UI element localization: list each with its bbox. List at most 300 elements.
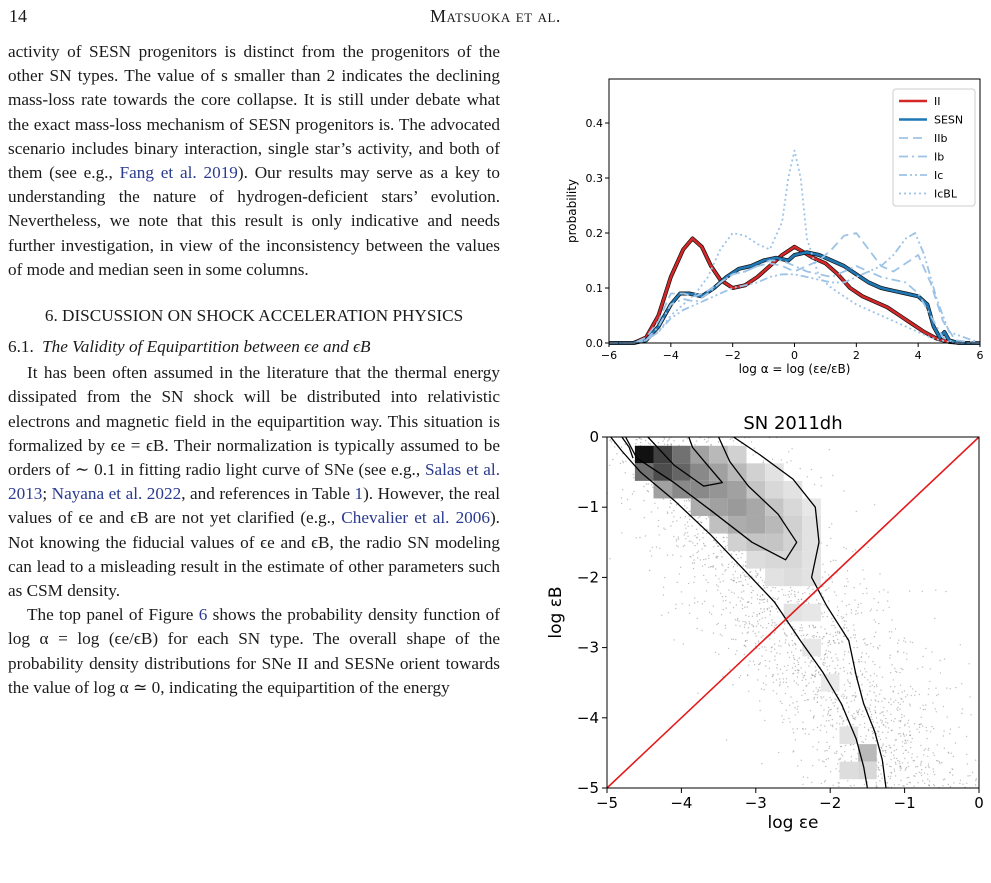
- scatter-point: [870, 711, 871, 712]
- scatter-point: [904, 715, 905, 716]
- scatter-point: [825, 650, 826, 651]
- scatter-point: [755, 570, 756, 571]
- scatter-point: [893, 745, 894, 746]
- scatter-point: [837, 660, 838, 661]
- scatter-point: [897, 651, 898, 652]
- scatter-point: [777, 611, 778, 612]
- scatter-point: [758, 582, 759, 583]
- scatter-point: [873, 646, 874, 647]
- scatter-point: [757, 598, 758, 599]
- scatter-point: [923, 709, 924, 710]
- x-tick-label: 2: [852, 349, 860, 362]
- scatter-point: [877, 647, 878, 648]
- scatter-point: [774, 659, 775, 660]
- scatter-point: [760, 596, 761, 597]
- scatter-point: [878, 775, 879, 776]
- scatter-point: [890, 637, 891, 638]
- scatter-point: [699, 539, 700, 540]
- scatter-point: [865, 644, 866, 645]
- scatter-point: [689, 613, 690, 614]
- scatter-point: [835, 560, 836, 561]
- scatter-point: [723, 600, 724, 601]
- scatter-point: [840, 746, 841, 747]
- scatter-point: [912, 738, 913, 739]
- scatter-point: [886, 737, 887, 738]
- scatter-point: [904, 758, 905, 759]
- scatter-point: [625, 472, 626, 473]
- scatter-point: [729, 602, 730, 603]
- scatter-point: [881, 765, 882, 766]
- scatter-point: [664, 577, 665, 578]
- scatter-point: [633, 474, 634, 475]
- scatter-point: [801, 630, 802, 631]
- scatter-point: [851, 674, 852, 675]
- scatter-point: [940, 672, 941, 673]
- scatter-point: [829, 748, 830, 749]
- scatter-point: [853, 634, 854, 635]
- scatter-point: [781, 715, 782, 716]
- scatter-point: [905, 642, 906, 643]
- scatter-point: [876, 686, 877, 687]
- scatter-point: [774, 627, 775, 628]
- scatter-point: [842, 721, 843, 722]
- scatter-point: [831, 523, 832, 524]
- scatter-point: [740, 575, 741, 576]
- scatter-point: [710, 445, 711, 446]
- scatter-point: [614, 446, 615, 447]
- scatter-point: [888, 776, 889, 777]
- scatter-point: [742, 604, 743, 605]
- scatter-point: [676, 539, 677, 540]
- scatter-point: [921, 761, 922, 762]
- scatter-point: [830, 538, 831, 539]
- scatter-point: [680, 556, 681, 557]
- scatter-point: [721, 556, 722, 557]
- scatter-point: [844, 627, 845, 628]
- scatter-point: [746, 640, 747, 641]
- scatter-point: [829, 697, 830, 698]
- scatter-point: [731, 592, 732, 593]
- scatter-point: [819, 636, 820, 637]
- scatter-point: [824, 612, 825, 613]
- scatter-point: [822, 715, 823, 716]
- scatter-point: [947, 716, 948, 717]
- scatter-point: [731, 553, 732, 554]
- scatter-point: [875, 632, 876, 633]
- scatter-point: [790, 600, 791, 601]
- heatmap-bin: [784, 498, 803, 516]
- scatter-point: [793, 657, 794, 658]
- scatter-point: [779, 681, 780, 682]
- scatter-point: [955, 687, 956, 688]
- scatter-point: [778, 645, 779, 646]
- scatter-point: [697, 601, 698, 602]
- scatter-point: [814, 697, 815, 698]
- scatter-point: [745, 579, 746, 580]
- scatter-point: [751, 624, 752, 625]
- scatter-point: [643, 500, 644, 501]
- scatter-point: [672, 521, 673, 522]
- scatter-point: [728, 589, 729, 590]
- scatter-point: [708, 516, 709, 517]
- scatter-point: [823, 761, 824, 762]
- scatter-point: [821, 783, 822, 784]
- scatter-point: [636, 537, 637, 538]
- scatter-point: [742, 633, 743, 634]
- scatter-point: [959, 783, 960, 784]
- scatter-point: [781, 703, 782, 704]
- scatter-point: [936, 760, 937, 761]
- scatter-point: [757, 575, 758, 576]
- scatter-point: [797, 765, 798, 766]
- scatter-point: [720, 550, 721, 551]
- scatter-point: [835, 654, 836, 655]
- scatter-point: [697, 628, 698, 629]
- scatter-point: [933, 771, 934, 772]
- scatter-point: [776, 667, 777, 668]
- scatter-point: [904, 725, 905, 726]
- scatter-point: [780, 646, 781, 647]
- scatter-point: [820, 626, 821, 627]
- scatter-point: [791, 590, 792, 591]
- x-tick-label: −2: [819, 794, 842, 812]
- scatter-point: [832, 785, 833, 786]
- figure-6-link[interactable]: 6: [198, 605, 208, 625]
- scatter-point: [794, 594, 795, 595]
- scatter-point: [749, 621, 750, 622]
- scatter-point: [881, 748, 882, 749]
- scatter-point: [890, 698, 891, 699]
- scatter-point: [843, 667, 844, 668]
- scatter-point: [623, 462, 624, 463]
- scatter-point: [928, 763, 929, 764]
- scatter-point: [692, 555, 693, 556]
- scatter-point: [878, 623, 879, 624]
- scatter-point: [899, 708, 900, 709]
- scatter-point: [654, 503, 655, 504]
- scatter-point: [920, 745, 921, 746]
- scatter-point: [909, 782, 910, 783]
- citation-fang-2019[interactable]: Fang et al. 2019: [119, 163, 238, 183]
- scatter-point: [866, 653, 867, 654]
- scatter-point: [883, 724, 884, 725]
- scatter-point: [830, 652, 831, 653]
- scatter-point: [760, 570, 761, 571]
- scatter-point: [901, 768, 902, 769]
- scatter-point: [764, 720, 765, 721]
- heatmap-bin: [802, 604, 821, 622]
- sn2011dh-heatmap-chart: [545, 405, 990, 833]
- scatter-point: [826, 666, 827, 667]
- scatter-point: [800, 627, 801, 628]
- scatter-point: [897, 760, 898, 761]
- scatter-point: [870, 675, 871, 676]
- scatter-point: [943, 779, 944, 780]
- scatter-point: [751, 603, 752, 604]
- scatter-point: [761, 688, 762, 689]
- scatter-point: [759, 619, 760, 620]
- scatter-point: [826, 545, 827, 546]
- scatter-point: [729, 669, 730, 670]
- x-tick-label: −3: [744, 794, 767, 812]
- scatter-point: [876, 786, 877, 787]
- series-line-iib: [609, 233, 980, 343]
- scatter-point: [830, 561, 831, 562]
- scatter-point: [763, 682, 764, 683]
- scatter-point: [874, 636, 875, 637]
- scatter-point: [792, 702, 793, 703]
- scatter-point: [651, 511, 652, 512]
- scatter-point: [816, 599, 817, 600]
- scatter-point: [676, 504, 677, 505]
- scatter-point: [807, 777, 808, 778]
- scatter-point: [854, 718, 855, 719]
- scatter-point: [920, 708, 921, 709]
- scatter-point: [685, 538, 686, 539]
- scatter-point: [910, 705, 911, 706]
- scatter-point: [922, 725, 923, 726]
- scatter-point: [852, 724, 853, 725]
- scatter-point: [803, 690, 804, 691]
- citation-salas-2013[interactable]: Salas et al. 2013: [8, 460, 501, 504]
- scatter-point: [860, 736, 861, 737]
- scatter-point: [774, 643, 775, 644]
- scatter-point: [707, 440, 708, 441]
- paragraph-3-a: The top panel of Figure: [27, 605, 199, 625]
- scatter-point: [808, 665, 809, 666]
- scatter-point: [789, 705, 790, 706]
- scatter-point: [899, 733, 900, 734]
- scatter-point: [697, 557, 698, 558]
- legend-label-sesn: SESN: [934, 113, 964, 127]
- scatter-point: [827, 657, 828, 658]
- scatter-point: [843, 636, 844, 637]
- scatter-point: [906, 767, 907, 768]
- scatter-point: [620, 463, 621, 464]
- table-1-link[interactable]: 1: [354, 484, 364, 504]
- scatter-point: [843, 698, 844, 699]
- scatter-point: [783, 682, 784, 683]
- scatter-point: [895, 671, 896, 672]
- scatter-point: [742, 585, 743, 586]
- scatter-point: [841, 601, 842, 602]
- scatter-point: [728, 648, 729, 649]
- scatter-point: [943, 735, 944, 736]
- scatter-point: [676, 545, 677, 546]
- scatter-point: [887, 592, 888, 593]
- scatter-point: [794, 659, 795, 660]
- scatter-point: [882, 711, 883, 712]
- scatter-point: [856, 758, 857, 759]
- scatter-point: [894, 769, 895, 770]
- x-tick-label: −2: [724, 349, 741, 362]
- scatter-point: [912, 688, 913, 689]
- scatter-point: [904, 690, 905, 691]
- scatter-point: [725, 596, 726, 597]
- scatter-point: [755, 635, 756, 636]
- scatter-point: [756, 626, 757, 627]
- scatter-point: [848, 604, 849, 605]
- scatter-point: [779, 685, 780, 686]
- scatter-point: [765, 660, 766, 661]
- scatter-point: [917, 668, 918, 669]
- scatter-point: [776, 693, 777, 694]
- scatter-point: [849, 686, 850, 687]
- scatter-point: [860, 603, 861, 604]
- scatter-point: [823, 696, 824, 697]
- scatter-point: [944, 658, 945, 659]
- scatter-point: [758, 623, 759, 624]
- scatter-point: [828, 645, 829, 646]
- scatter-point: [758, 664, 759, 665]
- scatter-point: [921, 723, 922, 724]
- scatter-point: [748, 691, 749, 692]
- scatter-point: [793, 655, 794, 656]
- scatter-point: [671, 445, 672, 446]
- scatter-point: [907, 762, 908, 763]
- scatter-point: [835, 699, 836, 700]
- scatter-point: [732, 574, 733, 575]
- scatter-point: [736, 554, 737, 555]
- scatter-point: [612, 459, 613, 460]
- scatter-point: [895, 700, 896, 701]
- scatter-point: [721, 563, 722, 564]
- scatter-point: [904, 735, 905, 736]
- scatter-point: [895, 764, 896, 765]
- scatter-point: [815, 666, 816, 667]
- scatter-point: [894, 668, 895, 669]
- scatter-point: [822, 664, 823, 665]
- subsection-title: [8, 335, 500, 359]
- scatter-point: [876, 684, 877, 685]
- scatter-point: [731, 561, 732, 562]
- scatter-point: [894, 757, 895, 758]
- scatter-point: [772, 674, 773, 675]
- scatter-point: [894, 718, 895, 719]
- paragraph-2-c: ). However, the real values of ϵe and ϵB are not yet clarified (e.g.,: [8, 484, 500, 528]
- scatter-point: [851, 715, 852, 716]
- scatter-point: [906, 750, 907, 751]
- scatter-point: [748, 627, 749, 628]
- scatter-point: [684, 500, 685, 501]
- scatter-point: [689, 540, 690, 541]
- scatter-point: [689, 511, 690, 512]
- scatter-point: [876, 675, 877, 676]
- scatter-point: [803, 634, 804, 635]
- scatter-point: [839, 633, 840, 634]
- scatter-point: [690, 541, 691, 542]
- scatter-point: [907, 784, 908, 785]
- scatter-point: [855, 549, 856, 550]
- scatter-point: [722, 574, 723, 575]
- scatter-point: [866, 735, 867, 736]
- citation-chevalier-2006[interactable]: Chevalier et al. 2006: [341, 508, 490, 528]
- scatter-point: [754, 448, 755, 449]
- scatter-point: [900, 735, 901, 736]
- scatter-point: [843, 659, 844, 660]
- scatter-point: [821, 485, 822, 486]
- scatter-point: [707, 582, 708, 583]
- scatter-point: [890, 672, 891, 673]
- scatter-point: [854, 700, 855, 701]
- scatter-point: [795, 596, 796, 597]
- scatter-point: [875, 700, 876, 701]
- scatter-point: [833, 625, 834, 626]
- scatter-point: [744, 627, 745, 628]
- scatter-point: [780, 653, 781, 654]
- scatter-point: [800, 667, 801, 668]
- scatter-point: [898, 640, 899, 641]
- scatter-point: [870, 704, 871, 705]
- scatter-point: [873, 721, 874, 722]
- heatmap-bin: [635, 463, 654, 481]
- scatter-point: [774, 598, 775, 599]
- scatter-point: [757, 621, 758, 622]
- scatter-point: [895, 775, 896, 776]
- scatter-point: [622, 489, 623, 490]
- scatter-point: [812, 636, 813, 637]
- scatter-point: [889, 657, 890, 658]
- scatter-point: [949, 733, 950, 734]
- citation-nayana-2022[interactable]: Nayana et al. 2022: [51, 484, 182, 504]
- scatter-point: [878, 701, 879, 702]
- scatter-point: [867, 679, 868, 680]
- scatter-point: [718, 586, 719, 587]
- scatter-point: [851, 612, 852, 613]
- scatter-point: [953, 756, 954, 757]
- heatmap-bin: [858, 762, 877, 780]
- section-title: 6. DISCUSSION ON SHOCK ACCELERATION PHYSICS: [44, 306, 464, 326]
- scatter-point: [875, 706, 876, 707]
- scatter-point: [820, 725, 821, 726]
- scatter-point: [856, 640, 857, 641]
- scatter-point: [872, 661, 873, 662]
- scatter-point: [834, 752, 835, 753]
- scatter-point: [846, 585, 847, 586]
- scatter-point: [740, 557, 741, 558]
- scatter-point: [857, 613, 858, 614]
- scatter-point: [878, 648, 879, 649]
- scatter-point: [826, 742, 827, 743]
- scatter-point: [649, 550, 650, 551]
- scatter-point: [854, 629, 855, 630]
- scatter-point: [897, 710, 898, 711]
- legend-label-iib: IIb: [934, 132, 948, 145]
- scatter-point: [861, 652, 862, 653]
- scatter-point: [876, 610, 877, 611]
- citation-separator: ;: [42, 484, 52, 504]
- scatter-point: [848, 711, 849, 712]
- scatter-point: [837, 708, 838, 709]
- scatter-point: [938, 694, 939, 695]
- scatter-point: [911, 757, 912, 758]
- scatter-point: [718, 441, 719, 442]
- scatter-point: [806, 635, 807, 636]
- scatter-point: [934, 774, 935, 775]
- scatter-point: [765, 684, 766, 685]
- scatter-point: [801, 695, 802, 696]
- scatter-point: [686, 507, 687, 508]
- scatter-point: [823, 636, 824, 637]
- scatter-point: [836, 595, 837, 596]
- scatter-point: [760, 577, 761, 578]
- scatter-point: [885, 718, 886, 719]
- scatter-point: [853, 695, 854, 696]
- scatter-point: [910, 747, 911, 748]
- scatter-point: [797, 684, 798, 685]
- scatter-point: [684, 545, 685, 546]
- scatter-point: [875, 695, 876, 696]
